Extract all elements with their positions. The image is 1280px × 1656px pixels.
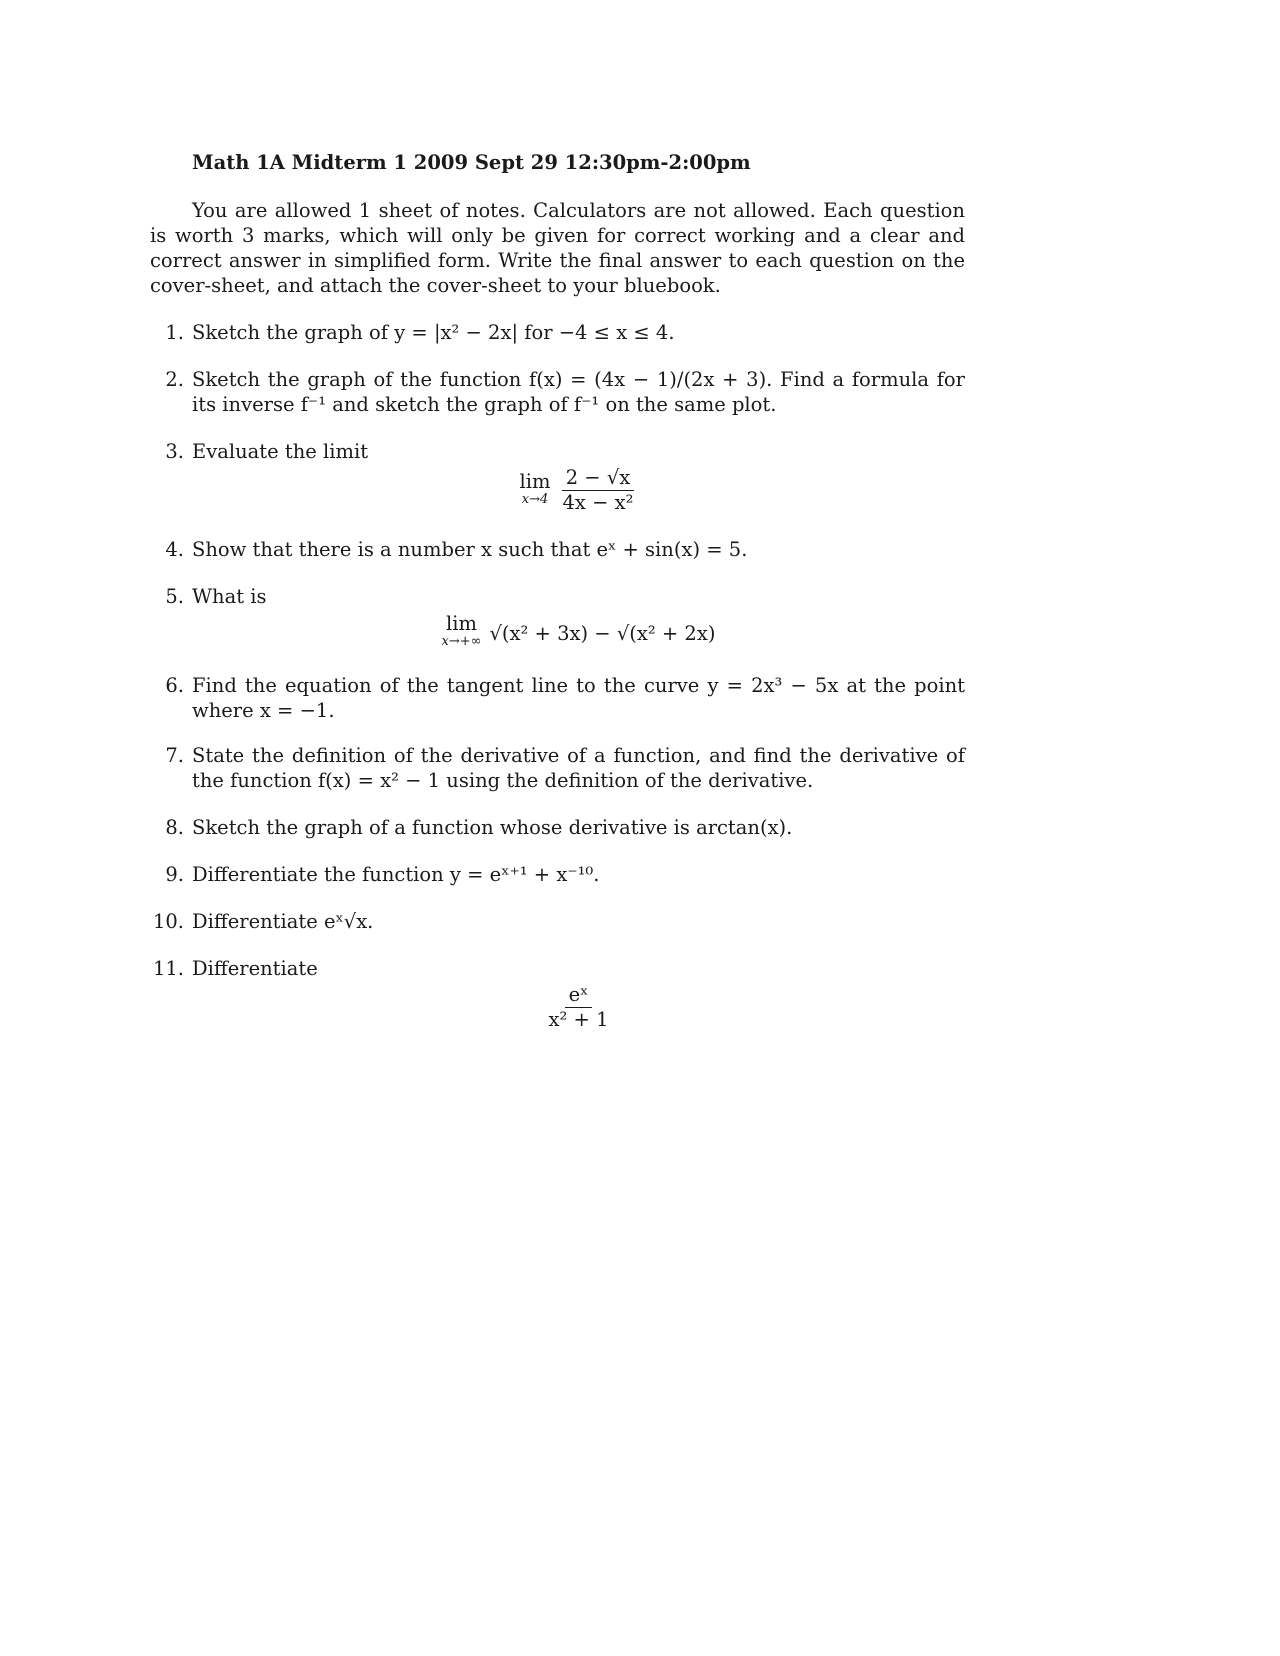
question-text: Differentiate the function y = eˣ⁺¹ + x⁻¹⁰. [192, 863, 600, 886]
question-text: Evaluate the limit [192, 440, 369, 463]
question-4 [150, 537, 965, 562]
fraction-display [192, 983, 965, 1032]
fraction-denominator: x² + 1 [548, 1008, 609, 1031]
fraction [559, 466, 638, 515]
lim-subscript: x→4 [521, 491, 549, 507]
question-text: Show that there is a number x such that eˣ + sin(x) = 5. [192, 538, 748, 561]
question-11 [150, 956, 965, 1032]
question-2 [150, 367, 965, 417]
limit-display [192, 612, 965, 651]
question-number: 9. [165, 863, 184, 886]
question-9 [150, 862, 965, 887]
question-number: 8. [165, 816, 184, 839]
lim-subscript: x→+∞ [441, 634, 482, 649]
question-number: 7. [165, 744, 184, 767]
question-number: 2. [165, 368, 184, 391]
fraction [545, 983, 613, 1032]
question-text: Differentiate [192, 957, 318, 980]
instructions-paragraph: You are allowed 1 sheet of notes. Calculators are not allowed. Each question is worth 3 marks, which will only be given for correct working and a clear and correct answer in simplified form. Write the final answer to each question on the cover-sheet, and attach the cover-sheet to your bluebook. [150, 199, 965, 297]
question-8 [150, 815, 965, 840]
limit-expression: √(x² + 3x) − √(x² + 2x) [489, 621, 716, 645]
question-1 [150, 320, 965, 345]
page-title: Math 1A Midterm 1 2009 Sept 29 12:30pm-2:00pm [192, 151, 751, 174]
lim-label: lim [519, 469, 551, 493]
question-10 [150, 909, 965, 934]
question-text: State the definition of the derivative of a function, and find the derivative of the function f(x) = x² − 1 using the definition of the derivative. [192, 744, 965, 792]
question-6 [150, 673, 965, 723]
lim-label: lim [446, 612, 477, 635]
fraction-numerator: 2 − √x [562, 466, 635, 491]
question-text: What is [192, 585, 267, 608]
question-text: Sketch the graph of a function whose derivative is arctan(x). [192, 816, 793, 839]
fraction-numerator: eˣ [565, 983, 593, 1008]
question-3 [150, 439, 965, 515]
question-text: Sketch the graph of y = |x² − 2x| for −4 ≤ x ≤ 4. [192, 321, 675, 344]
question-number: 6. [165, 674, 184, 697]
question-text: Sketch the graph of the function f(x) = (4x − 1)/(2x + 3). Find a formula for its inverse f⁻¹ and sketch the graph of f⁻¹ on the same plot. [192, 368, 965, 416]
question-number: 5. [165, 585, 184, 608]
question-list [150, 320, 965, 1032]
question-number: 3. [165, 440, 184, 463]
exam-page [150, 148, 965, 1040]
question-5 [150, 584, 965, 651]
question-number: 1. [165, 321, 184, 344]
fraction-denominator: 4x − x² [562, 491, 634, 514]
question-number: 10. [152, 910, 184, 933]
limit-operator [519, 469, 551, 509]
question-number: 4. [165, 538, 184, 561]
question-text: Find the equation of the tangent line to the curve y = 2x³ − 5x at the point where x = −1. [192, 674, 965, 722]
limit-operator [441, 612, 482, 651]
question-7 [150, 743, 965, 793]
question-text: Differentiate eˣ√x. [192, 910, 374, 933]
question-number: 11. [152, 957, 184, 980]
limit-display [192, 466, 965, 515]
